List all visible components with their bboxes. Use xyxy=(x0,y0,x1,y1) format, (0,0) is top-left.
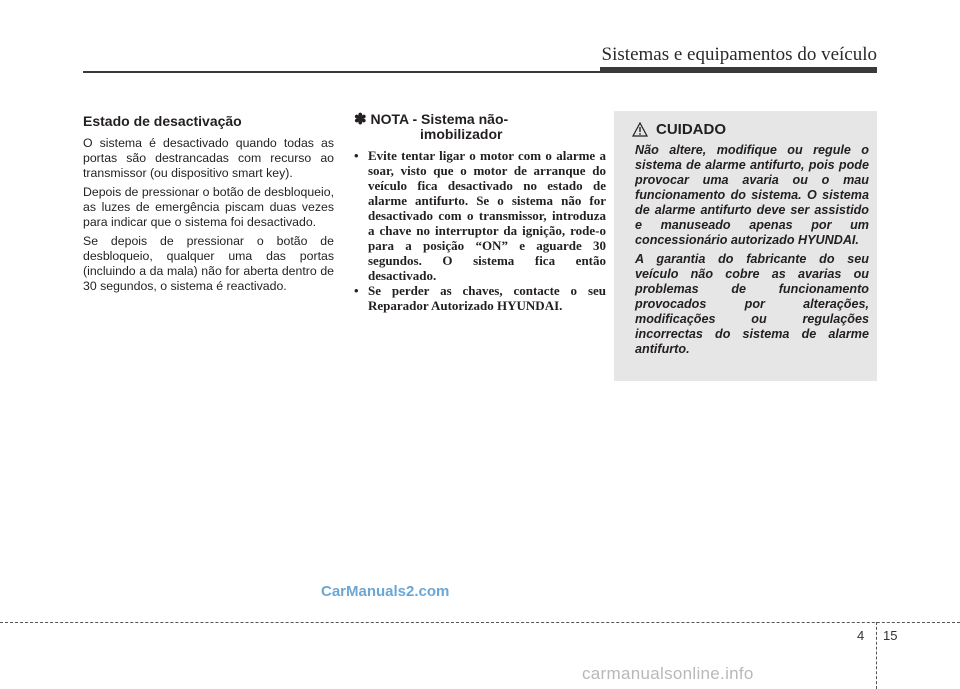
chapter-number: 4 xyxy=(857,628,865,643)
note-section xyxy=(354,112,606,313)
watermark-carmanuals2: CarManuals2.com xyxy=(321,583,450,600)
watermark-carmanualsonline: carmanualsonline.info xyxy=(582,664,754,683)
caution-title: CUIDADO xyxy=(656,121,726,138)
note-title xyxy=(354,112,606,142)
deactivation-section xyxy=(83,112,334,298)
note-label: NOTA - Sistema não- xyxy=(370,111,509,127)
footer-rule xyxy=(0,622,960,623)
header-rule-thick xyxy=(600,67,877,73)
note-bullet xyxy=(354,283,606,313)
note-bullet-text: Se perder as chaves, contacte o seu Reparador Autorizado HYUNDAI. xyxy=(368,283,606,313)
note-bullet xyxy=(354,148,606,283)
paragraph: Se depois de pressionar o botão de desbloqueio, qualquer uma das portas (incluindo a da mala) não for aberta dentro de 30 segundos, o sistema é reactivado. xyxy=(83,234,334,293)
note-bullet-text: Evite tentar ligar o motor com o alarme a soar, visto que o motor de arranque do veículo fica desactivado no estado de alarme antifurto. Se o sistema não for desactivado com o transmissor, introduza a chave no interruptor da ignição, rode-o para a posição “ON” e aguarde 30 segundos. O sistema fica então desactivado. xyxy=(368,148,606,283)
page-header-title: Sistemas e equipamentos do veículo xyxy=(601,44,877,65)
caution-paragraph: A garantia do fabricante do seu veículo não cobre as avarias ou problemas de funcionamento provocados por alterações, modificações ou regulações incorrectas do sistema de alarme antifurto. xyxy=(635,252,869,356)
caution-paragraph: Não altere, modifique ou regule o sistema de alarme antifurto, pois pode provocar uma avaria ou o mau funcionamento do sistema. O sistema de alarme antifurto deve ser assistido e manuseado apenas por um concessionário autorizado HYUNDAI. xyxy=(635,143,869,247)
caution-header xyxy=(632,121,726,138)
note-label-line2: imobilizador xyxy=(420,126,503,142)
caution-body xyxy=(635,143,869,361)
footer-divider xyxy=(876,622,877,689)
caution-box xyxy=(614,111,877,381)
bullet-icon: • xyxy=(354,283,359,298)
paragraph: O sistema é desactivado quando todas as portas são destrancadas com recurso ao transmissor (ou dispositivo smart key). xyxy=(83,136,334,180)
page-number: 15 xyxy=(883,628,898,643)
section-heading: Estado de desactivação xyxy=(83,113,242,129)
warning-triangle-icon xyxy=(632,122,648,137)
note-star-icon: ✽ xyxy=(354,111,367,128)
paragraph: Depois de pressionar o botão de desbloqueio, as luzes de emergência piscam duas vezes para indicar que o sistema foi desactivado. xyxy=(83,185,334,229)
header-rule xyxy=(83,71,606,73)
bullet-icon: • xyxy=(354,148,359,163)
